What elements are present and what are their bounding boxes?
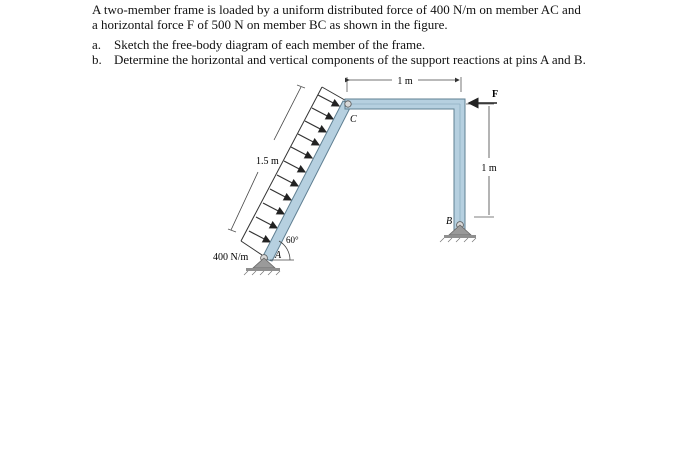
pin-c-icon <box>345 101 351 107</box>
dimension-side <box>466 104 497 217</box>
angle-label: 60° <box>286 235 299 245</box>
task-marker: b. <box>92 52 102 67</box>
task-marker: a. <box>92 37 102 52</box>
member-ac <box>262 101 352 261</box>
member-bc <box>345 99 465 231</box>
problem-intro-line-1: A two-member frame is loaded by a uniform distributed force of 400 N/m on member AC and <box>92 2 581 17</box>
task-text: Determine the horizontal and vertical components of the support reactions at pins A and B. <box>114 52 586 67</box>
dimension-top <box>347 76 461 92</box>
load-label: 400 N/m <box>213 252 249 263</box>
label-c: C <box>350 114 357 125</box>
problem-intro-line-2: a horizontal force F of 500 N on member BC as shown in the figure. <box>92 17 448 32</box>
dimension-slant-label: 1.5 m <box>256 156 279 167</box>
dimension-side-label: 1 m <box>481 163 497 174</box>
label-b: B <box>446 216 453 227</box>
distributed-load <box>241 87 350 255</box>
task-text: Sketch the free-body diagram of each member of the frame. <box>114 37 426 52</box>
force-f-label: F <box>492 89 499 100</box>
dimension-top-label: 1 m <box>397 76 413 87</box>
label-a: A <box>275 250 282 261</box>
